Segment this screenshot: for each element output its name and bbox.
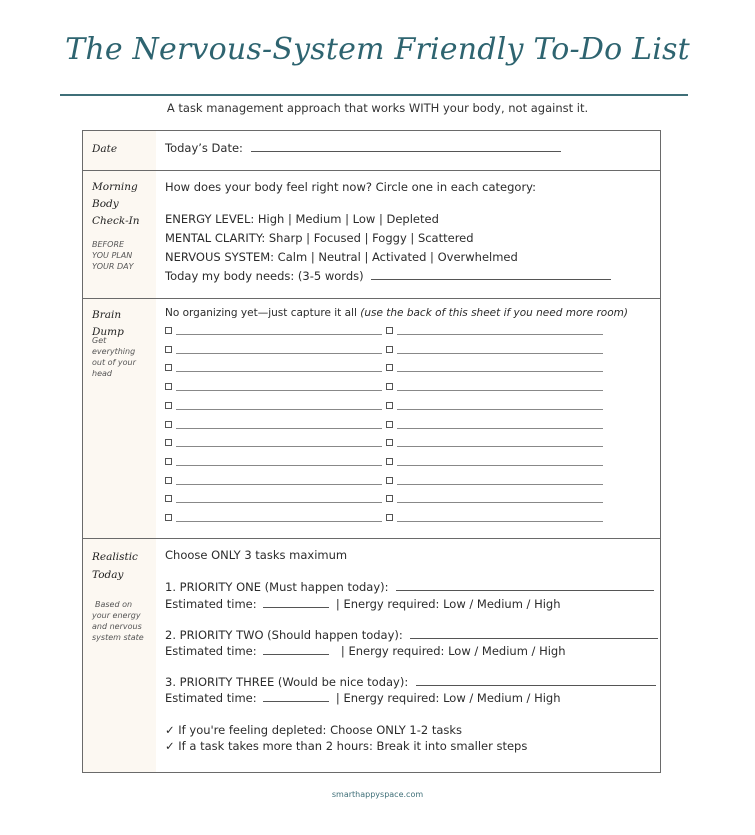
brain-dump-note-2: everything [92, 347, 136, 356]
brain-dump-note-4: head [92, 369, 112, 378]
brain-dump-note-3: out of your [92, 358, 136, 367]
brain-dump-line[interactable] [176, 465, 382, 466]
title-divider [60, 94, 688, 96]
brain-dump-line[interactable] [397, 428, 603, 429]
brain-dump-section [83, 299, 660, 539]
tip-break-tasks: ✓ If a task takes more than 2 hours: Break it into smaller steps [165, 739, 528, 753]
brain-dump-checkbox[interactable] [165, 495, 172, 502]
date-blank[interactable] [251, 150, 561, 152]
brain-dump-checkbox[interactable] [165, 439, 172, 446]
brain-dump-line[interactable] [397, 446, 603, 447]
brain-dump-line[interactable] [397, 465, 603, 466]
checkin-label-3: Check-In [92, 215, 140, 227]
brain-dump-intro-text: No organizing yet—just capture it all [165, 307, 357, 319]
brain-dump-line[interactable] [176, 390, 382, 391]
priority-two-energy[interactable]: | Energy required: Low / Medium / High [340, 644, 566, 658]
priority-two-field[interactable] [165, 628, 658, 642]
brain-dump-checkbox[interactable] [165, 327, 172, 334]
brain-dump-label: Brain Dump [92, 309, 124, 338]
brain-dump-line[interactable] [176, 484, 382, 485]
priority-three-time-label: Estimated time: [165, 691, 257, 705]
realistic-label-1: Realistic [92, 551, 138, 563]
brain-dump-checkbox[interactable] [386, 514, 393, 521]
brain-dump-line[interactable] [176, 446, 382, 447]
brain-dump-line[interactable] [397, 390, 603, 391]
brain-dump-checkbox[interactable] [165, 402, 172, 409]
priority-three-time-blank[interactable] [263, 700, 329, 702]
brain-dump-checkbox[interactable] [165, 346, 172, 353]
brain-dump-line[interactable] [397, 484, 603, 485]
page-subtitle: A task management approach that works WITH your body, not against it. [166, 101, 589, 115]
tip-depleted: ✓ If you're feeling depleted: Choose ONLY 1-2 tasks [165, 723, 463, 737]
brain-dump-line[interactable] [397, 521, 603, 522]
checkin-note-3: YOUR DAY [92, 262, 134, 271]
priority-three-field[interactable] [165, 675, 656, 689]
checkin-intro: How does your body feel right now? Circle one in each category: [165, 180, 537, 194]
priority-three-blank[interactable] [416, 684, 656, 686]
priority-one-title: 1. PRIORITY ONE (Must happen today): [165, 580, 389, 594]
priority-one-field[interactable] [165, 580, 654, 594]
brain-dump-line[interactable] [176, 409, 382, 410]
todo-sheet [82, 130, 661, 773]
brain-dump-checkbox[interactable] [386, 383, 393, 390]
brain-dump-line[interactable] [176, 334, 382, 335]
brain-dump-line[interactable] [176, 353, 382, 354]
checkin-note-1: BEFORE [92, 240, 125, 249]
brain-dump-checkbox[interactable] [386, 477, 393, 484]
brain-dump-checkbox[interactable] [386, 495, 393, 502]
brain-dump-checkbox[interactable] [165, 458, 172, 465]
brain-dump-checkbox[interactable] [386, 421, 393, 428]
brain-dump-checkbox[interactable] [386, 439, 393, 446]
brain-dump-checkbox[interactable] [165, 477, 172, 484]
nervous-system-options[interactable]: NERVOUS SYSTEM: Calm | Neutral | Activated | Overwhelmed [165, 250, 518, 264]
realistic-label-2: Today [92, 569, 124, 581]
priority-three-energy[interactable]: | Energy required: Low / Medium / High [335, 691, 561, 705]
priority-two-blank[interactable] [410, 637, 658, 639]
realistic-note-4: system state [92, 633, 144, 642]
brain-dump-line[interactable] [176, 521, 382, 522]
brain-dump-checkbox[interactable] [165, 364, 172, 371]
priority-two-time-label: Estimated time: [165, 644, 257, 658]
brain-dump-intro-italic: (use the back of this sheet if you need more room) [360, 307, 628, 319]
date-prompt: Today’s Date: [165, 141, 243, 155]
checkin-label-1: Morning [92, 181, 138, 193]
priority-two-time-blank[interactable] [263, 653, 329, 655]
brain-dump-line[interactable] [397, 371, 603, 372]
brain-dump-line[interactable] [397, 353, 603, 354]
brain-dump-line[interactable] [176, 502, 382, 503]
footer-site: smarthappyspace.com [331, 790, 424, 799]
brain-dump-line[interactable] [176, 428, 382, 429]
body-needs-field[interactable] [165, 269, 611, 283]
brain-dump-line[interactable] [397, 409, 603, 410]
brain-dump-checkbox[interactable] [386, 402, 393, 409]
brain-dump-checkbox[interactable] [386, 458, 393, 465]
page-title: The Nervous-System Friendly To-Do List [65, 32, 690, 67]
realistic-today-section [83, 539, 660, 772]
realistic-note-3: and nervous [92, 622, 142, 631]
morning-checkin-section [83, 171, 660, 299]
priority-two-title: 2. PRIORITY TWO (Should happen today): [165, 628, 403, 642]
checkin-note-2: YOU PLAN [92, 251, 133, 260]
date-section [83, 131, 660, 171]
date-field[interactable] [165, 141, 561, 155]
energy-level-options[interactable]: ENERGY LEVEL: High | Medium | Low | Depleted [165, 212, 439, 226]
brain-dump-intro [165, 307, 628, 319]
section-label-cell [83, 131, 156, 170]
realistic-intro: Choose ONLY 3 tasks maximum [165, 548, 348, 562]
date-label: Date [92, 143, 118, 155]
brain-dump-note-1: Get [92, 336, 107, 345]
brain-dump-line[interactable] [397, 334, 603, 335]
priority-three-title: 3. PRIORITY THREE (Would be nice today): [165, 675, 409, 689]
priority-one-time-blank[interactable] [263, 606, 329, 608]
checkin-label-2: Body [92, 198, 119, 210]
priority-three-time-row [165, 691, 561, 705]
brain-dump-checkbox[interactable] [386, 327, 393, 334]
priority-one-time-label: Estimated time: [165, 597, 257, 611]
mental-clarity-options[interactable]: MENTAL CLARITY: Sharp | Focused | Foggy | Scattered [165, 231, 474, 245]
priority-one-blank[interactable] [396, 589, 654, 591]
brain-dump-checkbox[interactable] [165, 514, 172, 521]
brain-dump-checkbox[interactable] [386, 346, 393, 353]
brain-dump-checkbox[interactable] [165, 383, 172, 390]
realistic-note-2: your energy [92, 611, 141, 620]
priority-one-energy[interactable]: | Energy required: Low / Medium / High [335, 597, 561, 611]
priority-one-time-row [165, 597, 561, 611]
body-needs-prompt: Today my body needs: (3-5 words) [165, 269, 364, 283]
realistic-note-1: Based on [95, 600, 133, 609]
brain-dump-line[interactable] [176, 371, 382, 372]
brain-dump-checkbox[interactable] [165, 421, 172, 428]
priority-two-time-row [165, 644, 566, 658]
body-needs-blank[interactable] [371, 278, 611, 280]
brain-dump-checkbox[interactable] [386, 364, 393, 371]
brain-dump-line[interactable] [397, 502, 603, 503]
